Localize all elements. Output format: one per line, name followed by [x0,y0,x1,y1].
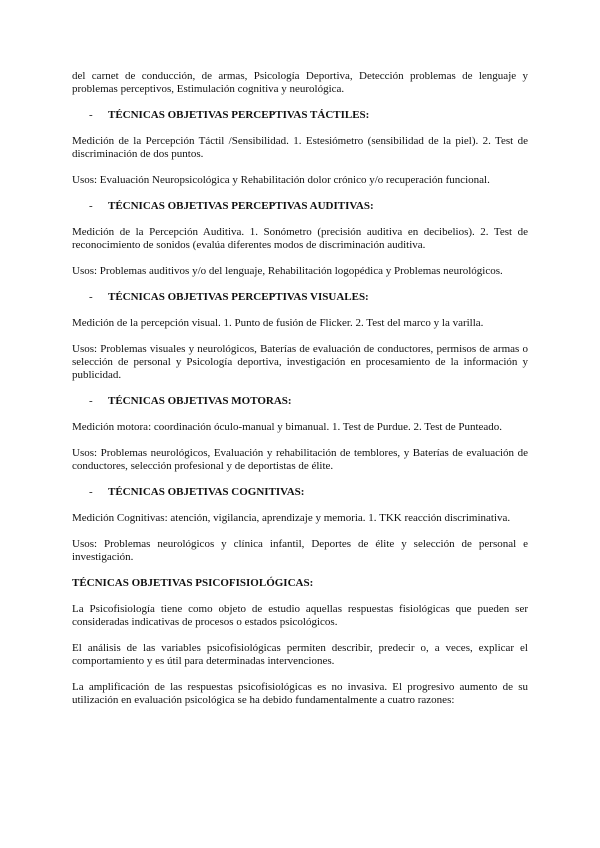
tactiles-uses: Usos: Evaluación Neuropsicológica y Rehabilitación dolor crónico y/o recuperación funcional. [72,174,490,186]
heading-text: TÉCNICAS OBJETIVAS COGNITIVAS: [108,486,305,498]
cognitivas-measure: Medición Cognitivas: atención, vigilancia, aprendizaje y memoria. 1. TKK reacción discriminativa. [72,512,511,524]
bullet-dash: - [89,486,93,498]
intro-paragraph: del carnet de conducción, de armas, Psicología Deportiva, Detección problemas de lenguaje y problemas perceptivos, Estimulación cognitiva y neurológica. [72,70,528,95]
visuales-measure: Medición de la percepción visual. 1. Punto de fusión de Flicker. 2. Test del marco y la varilla. [72,317,484,329]
heading-text: TÉCNICAS OBJETIVAS PERCEPTIVAS VISUALES: [108,291,369,303]
auditivas-uses: Usos: Problemas auditivos y/o del lenguaje, Rehabilitación logopédica y Problemas neurológicos. [72,265,503,277]
auditivas-measure: Medición de la Percepción Auditiva. 1. Sonómetro (precisión auditiva en decibelios). 2. Test de reconocimiento de sonidos (evalúa diferentes modos de discriminación auditiva. [72,226,528,251]
bullet-dash: - [89,291,93,303]
heading-visuales [72,291,528,304]
heading-cognitivas [72,486,528,499]
heading-text: TÉCNICAS OBJETIVAS PERCEPTIVAS AUDITIVAS: [108,200,374,212]
heading-tactiles [72,109,528,122]
bullet-dash: - [89,395,93,407]
bullet-dash: - [89,109,93,121]
motoras-uses: Usos: Problemas neurológicos, Evaluación y rehabilitación de temblores, y Baterías de evaluación de conductores, selección profesional y de deportistas de élite. [72,447,528,472]
document-page [72,70,528,720]
visuales-uses: Usos: Problemas visuales y neurológicos, Baterías de evaluación de conductores, permisos de armas o selección de personal y Psicología deportiva, investigación en procesamiento de la información y publicidad. [72,343,528,381]
cognitivas-uses: Usos: Problemas neurológicos y clínica infantil, Deportes de élite y selección de personal e investigación. [72,538,528,563]
psycho-paragraph-1: La Psicofisiología tiene como objeto de estudio aquellas respuestas fisiológicas que pueden ser consideradas indicativas de procesos o estados psicológicos. [72,603,528,628]
psycho-paragraph-2: El análisis de las variables psicofisiológicas permiten describir, predecir o, a veces, explicar el comportamiento y es útil para determinadas intervenciones. [72,642,528,667]
psycho-paragraph-3: La amplificación de las respuestas psicofisiológicas es no invasiva. El progresivo aumento de su utilización en evaluación psicológica se ha debido fundamentalmente a cuatro razones: [72,681,528,706]
heading-text: TÉCNICAS OBJETIVAS MOTORAS: [108,395,292,407]
heading-auditivas [72,200,528,213]
bullet-dash: - [89,200,93,212]
heading-text: TÉCNICAS OBJETIVAS PERCEPTIVAS TÁCTILES: [108,109,370,121]
heading-psicofisiologicas: TÉCNICAS OBJETIVAS PSICOFISIOLÓGICAS: [72,577,314,589]
heading-motoras [72,395,528,408]
tactiles-measure: Medición de la Percepción Táctil /Sensibilidad. 1. Estesiómetro (sensibilidad de la piel). 2. Test de discriminación de dos puntos. [72,135,528,160]
motoras-measure: Medición motora: coordinación óculo-manual y bimanual. 1. Test de Purdue. 2. Test de Punteado. [72,421,503,433]
